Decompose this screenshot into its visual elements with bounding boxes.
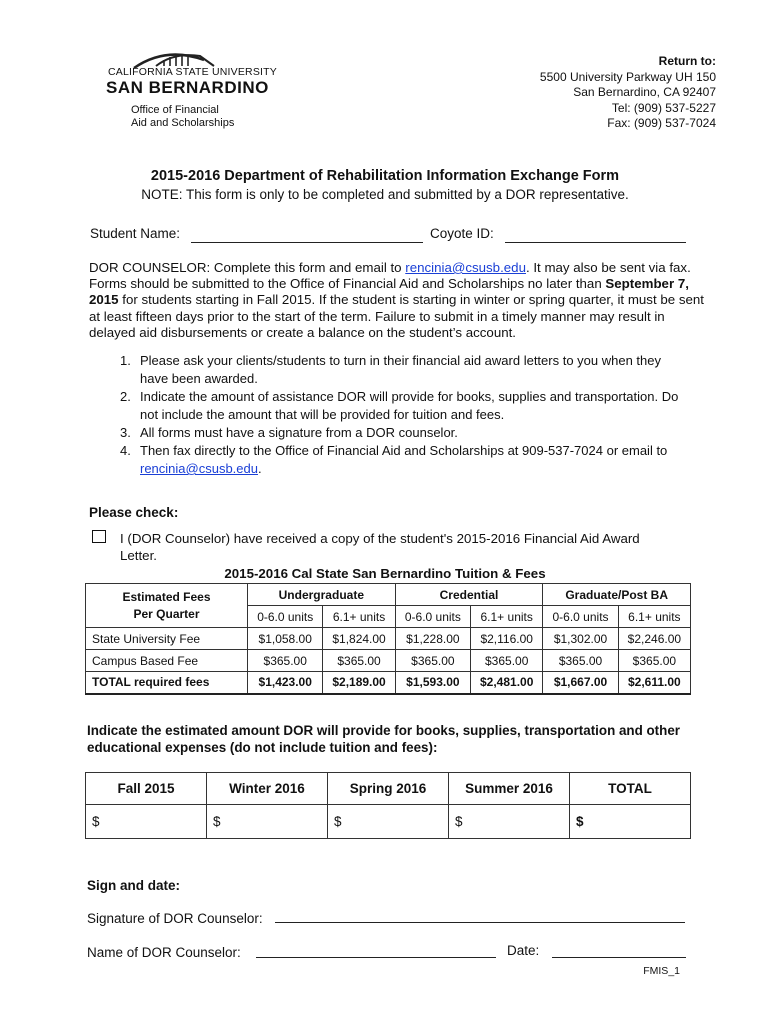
table-header: Graduate/Post BA xyxy=(543,584,691,606)
spring-amount-field[interactable]: $ xyxy=(328,805,449,839)
return-address1: 5500 University Parkway UH 150 xyxy=(539,69,716,84)
logo-campus-line: SAN BERNARDINO xyxy=(106,78,269,97)
table-row: State University Fee $1,058.00 $1,824.00 $1,228.00 $2,116.00 $1,302.00 $2,246.00 xyxy=(86,628,691,650)
form-code: FMIS_1 xyxy=(643,965,680,977)
please-check-heading: Please check: xyxy=(89,505,179,520)
table-header: Spring 2016 xyxy=(328,773,449,805)
table-row: TOTAL required fees $1,423.00 $2,189.00 $1,593.00 $2,481.00 $1,667.00 $2,611.00 xyxy=(86,672,691,694)
tuition-table xyxy=(85,583,691,695)
list-item: 4. Then fax directly to the Office of Financial Aid and Scholarships at 909-537-7024 or email to rencinia@csusb.edu. xyxy=(120,443,668,476)
table-header: 6.1+ units xyxy=(323,606,395,628)
return-address-block xyxy=(540,54,716,132)
sign-date-heading: Sign and date: xyxy=(87,878,181,893)
table-header: Undergraduate xyxy=(248,584,396,606)
table-row: Campus Based Fee $365.00 $365.00 $365.00 $365.00 $365.00 $365.00 xyxy=(86,650,691,672)
form-title: 2015-2016 Department of Rehabilitation Information Exchange Form xyxy=(150,168,620,184)
date-field[interactable] xyxy=(552,957,686,958)
table-header: TOTAL xyxy=(570,773,691,805)
list-item: 1. Please ask your clients/students to turn in their financial aid award letters to you when they have been awarded. xyxy=(120,353,662,386)
form-note: NOTE: This form is only to be completed and submitted by a DOR representative. xyxy=(141,187,629,202)
coyote-id-field[interactable] xyxy=(505,242,686,243)
coyote-id-label: Coyote ID: xyxy=(430,226,494,241)
table-header: Fall 2015 xyxy=(86,773,207,805)
counselor-name-label: Name of DOR Counselor: xyxy=(87,945,241,960)
list-item: 2. Indicate the amount of assistance DOR will provide for books, supplies and transportation. Do not include the amount that will be provided for tuition and fees. xyxy=(120,389,679,422)
counselor-instructions xyxy=(89,260,709,341)
summer-amount-field[interactable]: $ xyxy=(449,805,570,839)
table-header: 0-6.0 units xyxy=(248,606,323,628)
dor-amount-instruction: Indicate the estimated amount DOR will provide for books, supplies, transportation and other educational expenses (do not include tuition and fees): xyxy=(87,723,680,755)
return-fax: Fax: (909) 537-7024 xyxy=(607,116,716,130)
instructions-part2: . It may also be sent via fax. Forms should be submitted to the Office of Financial Aid and Scholarships no later than xyxy=(89,260,691,292)
total-amount-field[interactable]: $ xyxy=(570,805,691,839)
dor-amount-table xyxy=(85,772,691,839)
return-tel: Tel: (909) 537-5227 xyxy=(611,100,716,115)
deadline-date: September 7, 2015 xyxy=(89,276,689,308)
student-name-field[interactable] xyxy=(191,242,423,243)
logo-university-line: CALIFORNIA STATE UNIVERSITY xyxy=(108,66,277,78)
table-header: Credential xyxy=(395,584,543,606)
table-header: Estimated Fees Per Quarter xyxy=(86,584,248,628)
return-address2: San Bernardino, CA 92407 xyxy=(573,85,716,99)
table-header: 0-6.0 units xyxy=(543,606,618,628)
table-header: Winter 2016 xyxy=(207,773,328,805)
student-name-label: Student Name: xyxy=(90,226,181,241)
table-header: 6.1+ units xyxy=(618,606,690,628)
instructions-part3: for students starting in Fall 2015. If the student is starting in winter or spring quarter, it must be sent at least fifteen days prior to the start of the term. Failure to submit in a timely manner may result in delayed aid disbursements or create a balance on the student’s account. xyxy=(89,292,704,340)
tuition-table-title: 2015-2016 Cal State San Bernardino Tuition & Fees xyxy=(224,566,546,581)
email-link[interactable]: rencinia@csusb.edu xyxy=(405,260,526,275)
fall-amount-field[interactable]: $ xyxy=(86,805,207,839)
table-header: Summer 2016 xyxy=(449,773,570,805)
email-link[interactable]: rencinia@csusb.edu xyxy=(140,461,258,476)
date-label: Date: xyxy=(507,943,540,958)
signature-field[interactable] xyxy=(275,922,685,923)
logo-office-line1: Office of Financial xyxy=(131,104,219,116)
steps-list xyxy=(89,352,689,478)
table-header: 6.1+ units xyxy=(471,606,543,628)
logo-office-line2: Aid and Scholarships xyxy=(131,117,235,129)
return-label: Return to: xyxy=(658,54,716,68)
table-header: 0-6.0 units xyxy=(395,606,470,628)
counselor-name-field[interactable] xyxy=(256,957,496,958)
instructions-part1: DOR COUNSELOR: Complete this form and email to xyxy=(89,260,406,275)
list-item: 3. All forms must have a signature from a DOR counselor. xyxy=(120,425,458,440)
signature-label: Signature of DOR Counselor: xyxy=(87,911,263,926)
winter-amount-field[interactable]: $ xyxy=(207,805,328,839)
award-letter-statement: I (DOR Counselor) have received a copy of the student's 2015-2016 Financial Aid Award Letter. xyxy=(120,531,640,563)
award-letter-checkbox[interactable] xyxy=(92,530,106,543)
